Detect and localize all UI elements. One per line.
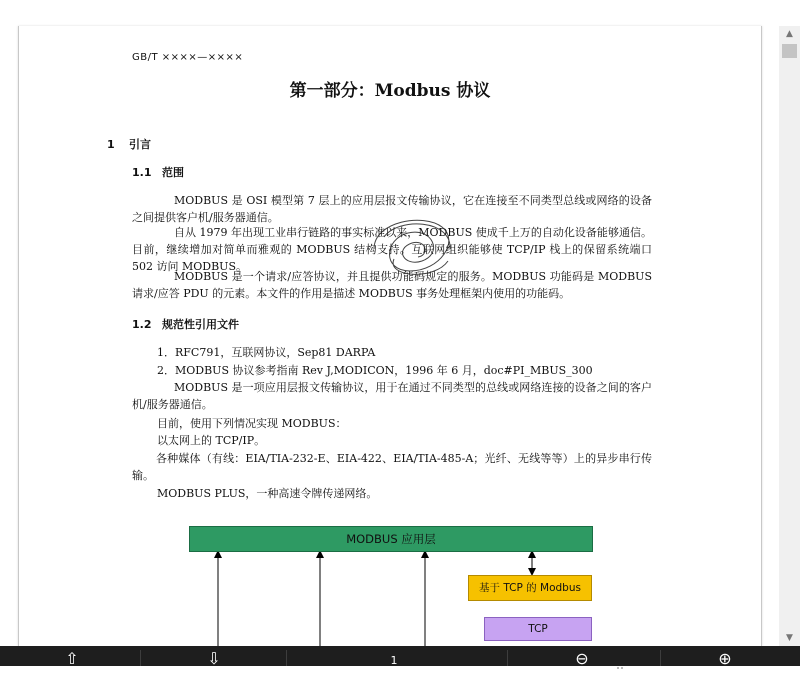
toolbar-divider (140, 650, 141, 666)
section-heading-references (132, 316, 239, 332)
section-number: 1 (107, 138, 115, 151)
left-gutter (0, 26, 14, 646)
document-page (18, 26, 762, 646)
zoom-out-icon[interactable]: ⊖ (575, 649, 589, 668)
scroll-down-icon[interactable]: ▼ (786, 633, 793, 643)
toolbar-divider (286, 650, 287, 666)
section-title: 规范性引用文件 (162, 318, 239, 331)
section-number: 1.1 (132, 166, 152, 179)
section-heading-scope (132, 164, 184, 180)
reference-item: 1．RFC791，互联网协议，Sep81 DARPA (157, 346, 376, 359)
protocol-stack-diagram (19, 516, 761, 646)
reference-item: 2．MODBUS 协议参考指南 Rev J,MODICON，1996 年 6 月，doc#PI_MBUS_300 (157, 364, 593, 377)
vertical-scrollbar[interactable] (779, 26, 800, 646)
reference-line: 目前，使用下列情况实现 MODBUS： (157, 417, 347, 430)
page-number[interactable]: 1 (390, 654, 398, 667)
standard-code: GB/T ××××—×××× (132, 52, 244, 63)
modbus-app-layer-box: MODBUS 应用层 (189, 526, 593, 552)
scroll-up-icon[interactable]: ▲ (786, 29, 793, 39)
tcp-box: TCP (484, 617, 592, 641)
section-number: 1.2 (132, 318, 152, 331)
zoom-indicator (617, 654, 627, 656)
zoom-in-icon[interactable]: ⊕ (718, 649, 732, 668)
section-title: 范围 (162, 166, 184, 179)
section-title: 引言 (129, 138, 151, 151)
viewer-top-margin (0, 0, 800, 26)
arrow-down-icon[interactable]: ⇩ (207, 649, 221, 668)
page-title: 第一部分：Modbus 协议 (289, 81, 491, 101)
toolbar-divider (507, 650, 508, 666)
arrow-up-icon[interactable]: ⇧ (65, 649, 79, 668)
modbus-over-tcp-box: 基于 TCP 的 Modbus (468, 575, 592, 601)
section-heading-intro (107, 136, 151, 152)
scribble-mark (364, 209, 464, 283)
scope-paragraph: 自从 1979 年出现工业串行链路的事实标准以来，MODBUS 使成千上万的自动化设备能够通信。目前，继续增加对简单而雅观的 MODBUS 结构支持。互联网组织能够使 TCP/IP 栈上的保留系统端口 502 访问 MODBUS。 (132, 226, 652, 273)
reference-paragraph: MODBUS 是一项应用层报文传输协议，用于在通过不同类型的总线或网络连接的设备之间的客户机/服务器通信。 (132, 381, 652, 411)
scope-paragraph: MODBUS 是 OSI 模型第 7 层上的应用层报文传输协议，它在连接至不同类型总线或网络的设备之间提供客户机/服务器通信。 (132, 194, 652, 224)
scrollbar-thumb[interactable] (782, 44, 797, 58)
scope-paragraph: MODBUS 是一个请求/应答协议，并且提供功能码规定的服务。MODBUS 功能码是 MODBUS 请求/应答 PDU 的元素。本文件的作用是描述 MODBUS 事务处理框架内使用的功能码。 (132, 270, 652, 300)
reference-line: MODBUS PLUS，一种高速令牌传递网络。 (157, 487, 378, 500)
reference-line: 以太网上的 TCP/IP。 (157, 434, 266, 447)
viewer-toolbar (0, 646, 800, 666)
reference-paragraph: 各种媒体（有线：EIA/TIA-232-E、EIA-422、EIA/TIA-485-A；光纤、无线等等）上的异步串行传输。 (132, 452, 652, 482)
toolbar-divider (660, 650, 661, 666)
